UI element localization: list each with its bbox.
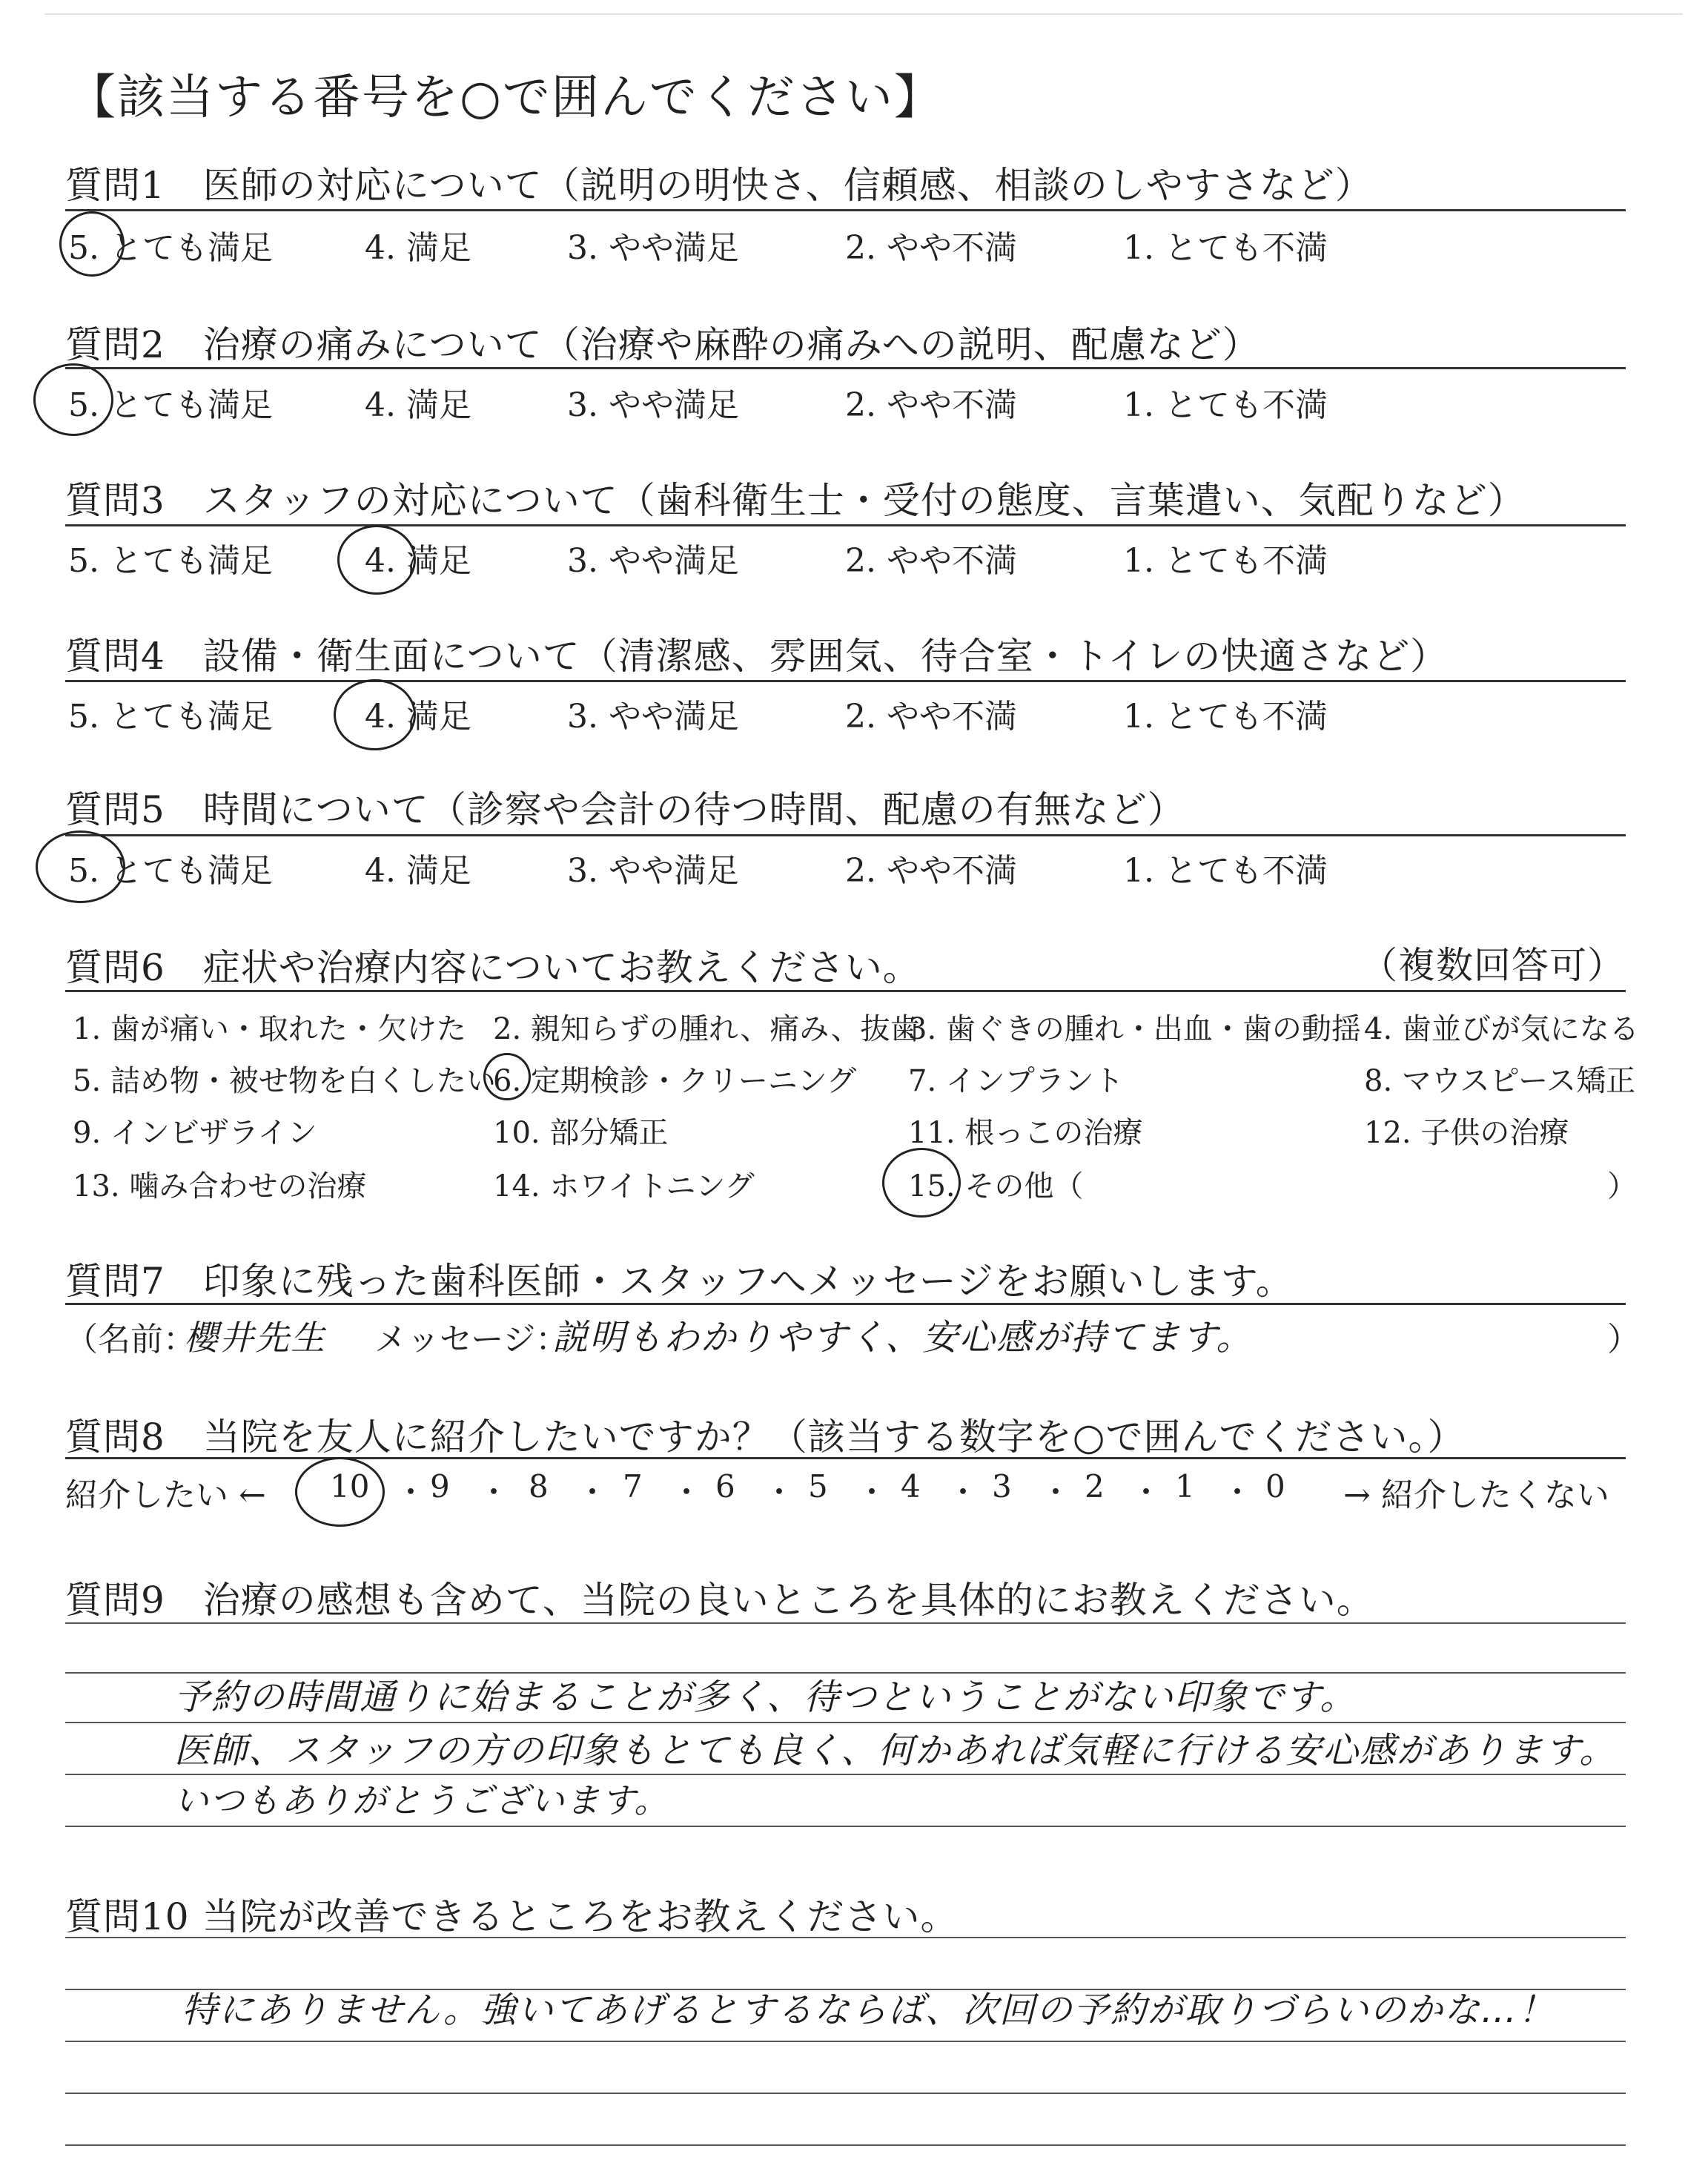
q4-selected-circle bbox=[334, 679, 416, 750]
q6-other-close: ） bbox=[1607, 1169, 1637, 1203]
q7-name-value[interactable]: 櫻井先生 bbox=[184, 1318, 326, 1358]
q9-title: 質問9 治療の感想も含めて、当院の良いところを具体的にお教えください。 bbox=[65, 1579, 1374, 1622]
q8-scale-6[interactable]: 6 bbox=[715, 1468, 735, 1505]
q7-message-value[interactable]: 説明もわかりやすく、安心感が持てます。 bbox=[552, 1317, 1254, 1358]
q6-rule bbox=[65, 990, 1626, 992]
q1-selected-circle bbox=[59, 211, 125, 277]
q6-option-5[interactable]: 5. 詰め物・被せ物を白くしたい bbox=[73, 1064, 496, 1098]
q8-scale-3[interactable]: 3 bbox=[992, 1468, 1012, 1505]
q7-close: ） bbox=[1607, 1321, 1640, 1358]
q6-option-15[interactable]: 15. その他（ bbox=[908, 1169, 1084, 1203]
q2-option-5[interactable]: 5. とても満足 bbox=[68, 386, 273, 424]
q8-scale-separator: ・ bbox=[947, 1474, 979, 1510]
q5-option-5[interactable]: 5. とても満足 bbox=[68, 852, 273, 890]
q8-scale-0[interactable]: 0 bbox=[1265, 1468, 1285, 1505]
q3-selected-circle bbox=[337, 525, 416, 595]
q7-title: 質問7 印象に残った歯科医師・スタッフへメッセージをお願いします。 bbox=[65, 1260, 1294, 1303]
q6-option-1[interactable]: 1. 歯が痛い・取れた・欠けた bbox=[73, 1012, 466, 1046]
q8-scale-5[interactable]: 5 bbox=[808, 1468, 828, 1505]
q3-option-1[interactable]: 1. とても不満 bbox=[1123, 542, 1328, 580]
q8-scale-4[interactable]: 4 bbox=[901, 1468, 921, 1505]
q8-scale-2[interactable]: 2 bbox=[1085, 1468, 1105, 1505]
q7-rule bbox=[65, 1303, 1626, 1305]
top-border bbox=[44, 13, 1683, 15]
q5-option-4[interactable]: 4. 満足 bbox=[365, 852, 471, 890]
q1-title: 質問1 医師の対応について（説明の明快さ、信頼感、相談のしやすさなど） bbox=[65, 164, 1373, 207]
q8-scale-9[interactable]: 9 bbox=[430, 1468, 450, 1505]
q2-option-4[interactable]: 4. 満足 bbox=[365, 386, 471, 424]
q8-scale-7[interactable]: 7 bbox=[623, 1468, 643, 1505]
q2-title: 質問2 治療の痛みについて（治療や麻酔の痛みへの説明、配慮など） bbox=[65, 323, 1260, 366]
q1-rule bbox=[65, 209, 1626, 211]
q4-rule bbox=[65, 680, 1626, 682]
q8-left-label: 紹介したい ← bbox=[65, 1476, 266, 1514]
q3-option-3[interactable]: 3. やや満足 bbox=[567, 542, 739, 580]
q2-option-3[interactable]: 3. やや満足 bbox=[567, 386, 739, 424]
q6-option-11[interactable]: 11. 根っこの治療 bbox=[908, 1116, 1143, 1150]
q9-line-1 bbox=[65, 1622, 1626, 1624]
q4-option-4[interactable]: 4. 満足 bbox=[365, 698, 471, 736]
q5-title: 質問5 時間について（診察や会計の待つ時間、配慮の有無など） bbox=[65, 788, 1185, 831]
q6-option-6[interactable]: 6. 定期検診・クリーニング bbox=[493, 1064, 857, 1098]
q3-option-5[interactable]: 5. とても満足 bbox=[68, 542, 273, 580]
q10-line-1 bbox=[65, 1937, 1626, 1938]
q7-message-label: メッセージ： bbox=[374, 1321, 569, 1358]
q1-option-2[interactable]: 2. やや不満 bbox=[845, 229, 1017, 267]
q8-scale-separator: ・ bbox=[1222, 1474, 1254, 1510]
q10-line-4 bbox=[65, 2093, 1626, 2094]
q1-option-4[interactable]: 4. 満足 bbox=[365, 229, 471, 267]
q2-option-2[interactable]: 2. やや不満 bbox=[845, 386, 1017, 424]
q6-option-13[interactable]: 13. 噛み合わせの治療 bbox=[73, 1169, 367, 1203]
q8-title: 質問8 当院を友人に紹介したいですか？（該当する数字を○で囲んでください。） bbox=[65, 1416, 1466, 1459]
q7-name-label: （名前： bbox=[65, 1321, 196, 1358]
q8-scale-10[interactable]: 10 bbox=[330, 1468, 370, 1505]
q10-line-5 bbox=[65, 2144, 1626, 2146]
q6-note: （複数回答可） bbox=[1360, 944, 1625, 987]
q1-option-1[interactable]: 1. とても不満 bbox=[1123, 229, 1328, 267]
q10-line-3 bbox=[65, 2041, 1626, 2042]
q3-option-4[interactable]: 4. 満足 bbox=[365, 542, 471, 580]
q6-option-7[interactable]: 7. インプラント bbox=[908, 1064, 1124, 1098]
q8-scale-separator: ・ bbox=[478, 1474, 510, 1510]
q4-option-2[interactable]: 2. やや不満 bbox=[845, 698, 1017, 736]
q3-option-2[interactable]: 2. やや不満 bbox=[845, 542, 1017, 580]
q10-title: 質問10 当院が改善できるところをお教えください。 bbox=[65, 1895, 959, 1938]
q5-rule bbox=[65, 834, 1626, 836]
q8-scale-separator: ・ bbox=[856, 1474, 888, 1510]
q5-option-3[interactable]: 3. やや満足 bbox=[567, 852, 739, 890]
q8-scale-separator: ・ bbox=[577, 1474, 609, 1510]
q6-option-10[interactable]: 10. 部分矯正 bbox=[493, 1116, 669, 1150]
q2-rule bbox=[65, 367, 1626, 369]
q5-option-1[interactable]: 1. とても不満 bbox=[1123, 852, 1328, 890]
q9-answer-line-3[interactable]: いつもありがとうございます。 bbox=[174, 1780, 670, 1820]
q6-option-2[interactable]: 2. 親知らずの腫れ、痛み、抜歯 bbox=[493, 1012, 920, 1046]
q4-option-1[interactable]: 1. とても不満 bbox=[1123, 698, 1328, 736]
q6-option-4[interactable]: 4. 歯並びが気になる bbox=[1364, 1012, 1639, 1046]
q2-selected-circle bbox=[33, 363, 113, 436]
q9-answer-line-1[interactable]: 予約の時間通りに始まることが多く、待つということがない印象です。 bbox=[174, 1677, 1357, 1718]
q8-scale-separator: ・ bbox=[764, 1474, 795, 1510]
q9-answer-line-2[interactable]: 医師、スタッフの方の印象もとても良く、何かあれば気軽に行ける安心感があります。 bbox=[174, 1730, 1617, 1771]
q4-option-5[interactable]: 5. とても満足 bbox=[68, 698, 273, 736]
q2-option-1[interactable]: 1. とても不満 bbox=[1123, 386, 1328, 424]
q8-selected-circle bbox=[295, 1457, 385, 1527]
q8-scale-separator: ・ bbox=[1131, 1474, 1162, 1510]
q6-option-8[interactable]: 8. マウスピース矯正 bbox=[1364, 1064, 1636, 1098]
q6-title: 質問6 症状や治療内容についてお教えください。 bbox=[65, 946, 921, 989]
q5-selected-circle bbox=[36, 830, 125, 903]
q9-line-5 bbox=[65, 1826, 1626, 1827]
page-header: 【該当する番号を○で囲んでください】 bbox=[68, 70, 943, 125]
q6-selected-circle-6 bbox=[483, 1053, 531, 1100]
q8-scale-8[interactable]: 8 bbox=[529, 1468, 549, 1505]
q8-scale-separator: ・ bbox=[671, 1474, 703, 1510]
q5-option-2[interactable]: 2. やや不満 bbox=[845, 852, 1017, 890]
q1-option-3[interactable]: 3. やや満足 bbox=[567, 229, 739, 267]
q8-right-label: → 紹介したくない bbox=[1343, 1476, 1609, 1514]
q8-scale-separator: ・ bbox=[1040, 1474, 1072, 1510]
q8-rule bbox=[65, 1457, 1626, 1459]
q8-scale-1[interactable]: 1 bbox=[1175, 1468, 1195, 1505]
q6-option-14[interactable]: 14. ホワイトニング bbox=[493, 1169, 755, 1203]
q6-option-12[interactable]: 12. 子供の治療 bbox=[1364, 1116, 1569, 1150]
q8-scale-separator: ・ bbox=[395, 1474, 427, 1510]
q3-title: 質問3 スタッフの対応について（歯科衛生士・受付の態度、言葉遣い、気配りなど） bbox=[65, 479, 1526, 522]
q6-option-9[interactable]: 9. インビザライン bbox=[73, 1116, 317, 1150]
q1-option-5[interactable]: 5. とても満足 bbox=[68, 229, 273, 267]
q6-selected-circle-15 bbox=[882, 1148, 961, 1218]
q4-option-3[interactable]: 3. やや満足 bbox=[567, 698, 739, 736]
q3-rule bbox=[65, 524, 1626, 526]
q6-option-3[interactable]: 3. 歯ぐきの腫れ・出血・歯の動揺 bbox=[908, 1012, 1361, 1046]
q4-title: 質問4 設備・衛生面について（清潔感、雰囲気、待合室・トイレの快適さなど） bbox=[65, 635, 1449, 678]
q10-answer-line-1[interactable]: 特にありません。強いてあげるとするならば、次回の予約が取りづらいのかな…！ bbox=[182, 1989, 1555, 2031]
